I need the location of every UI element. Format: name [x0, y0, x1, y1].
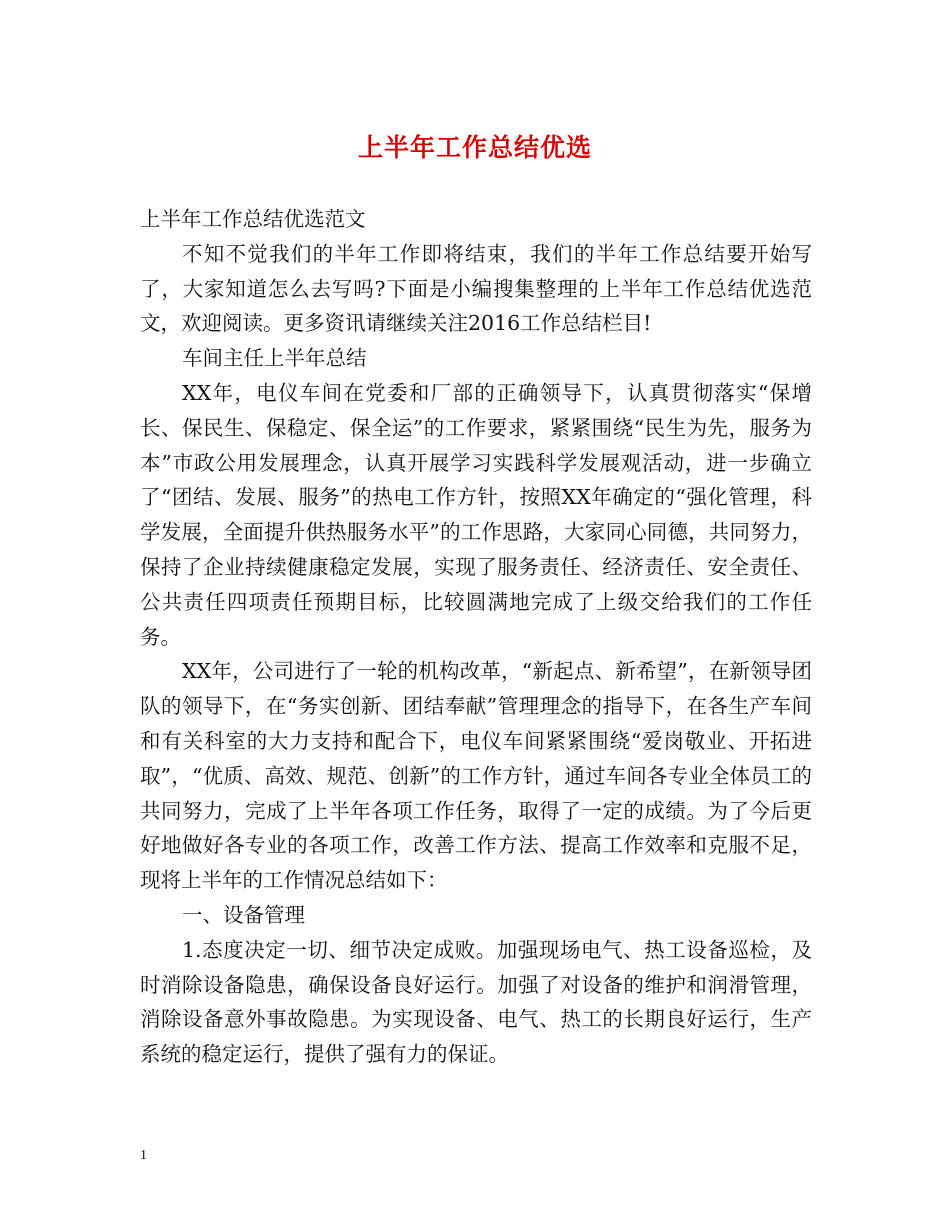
section-heading: 车间主任上半年总结 [182, 346, 367, 371]
paragraph-intro: 不知不觉我们的半年工作即将结束，我们的半年工作总结要开始写了，大家知道怎么去写吗?下面是小编搜集整理的上半年工作总结优选范文，欢迎阅读。更多资讯请继续关注2016工作总结栏目! [140, 241, 812, 336]
paragraph-overview: XX年，电仪车间在党委和厂部的正确领导下，认真贯彻落实“保增长、保民生、保稳定、保全运”的工作要求，紧紧围绕“民生为先，服务为本”市政公用发展理念，认真开展学习实践科学发展观活动，进一步确立了“团结、发展、服务”的热电工作方针，按照XX年确定的“强化管理，科学发展，全面提升供热服务水平”的工作思路，大家同心同德，共同努力，保持了企业持续健康稳定发展，实现了服务责任、经济责任、安全责任、公共责任四项责任预期目标，比较圆满地完成了上级交给我们的工作任务。 [140, 380, 812, 649]
paragraph-equipment: 1.态度决定一切、细节决定成败。加强现场电气、热工设备巡检，及时消除设备隐患，确保设备良好运行。加强了对设备的维护和润滑管理，消除设备意外事故隐患。为实现设备、电气、热工的长期良好运行，生产系统的稳定运行，提供了强有力的保证。 [140, 937, 812, 1067]
page-number: 1 [140, 1148, 147, 1163]
paragraph-reform: XX年，公司进行了一轮的机构改革，“新起点、新希望”，在新领导团队的领导下，在“务实创新、团结奉献”管理理念的指导下，在各生产车间和有关科室的大力支持和配合下，电仪车间紧紧围绕“爱岗敬业、开拓进取”，“优质、高效、规范、创新”的工作方针，通过车间各专业全体员工的共同努力，完成了上半年各项工作任务，取得了一定的成绩。为了今后更好地做好各专业的各项工作，改善工作方法、提高工作效率和克服不足，现将上半年的工作情况总结如下： [140, 659, 812, 893]
subsection-heading: 一、设备管理 [182, 902, 305, 927]
document-subtitle: 上半年工作总结优选范文 [140, 207, 366, 231]
document-title: 上半年工作总结优选 [357, 133, 592, 162]
document-body [140, 202, 812, 1072]
